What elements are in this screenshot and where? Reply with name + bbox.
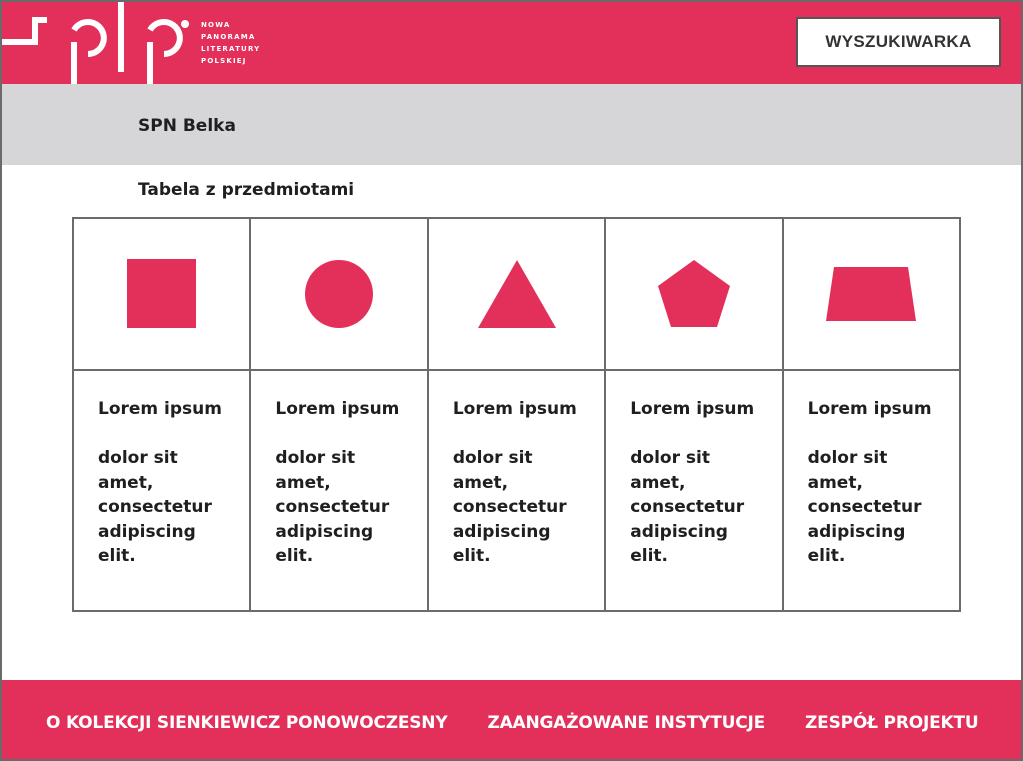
text-cell	[251, 371, 426, 610]
shape-cell[interactable]	[429, 219, 604, 371]
table-title: Tabela z przedmiotami	[138, 180, 355, 200]
site-header	[2, 2, 1021, 84]
shape-cell[interactable]	[251, 219, 426, 371]
logo-line: NOWA	[201, 21, 231, 29]
trapezoid-shape-icon	[825, 266, 917, 322]
table-column	[782, 219, 959, 610]
table-column	[604, 219, 781, 610]
shape-cell[interactable]	[606, 219, 781, 371]
subjects-table	[72, 217, 961, 612]
text-cell	[74, 371, 249, 610]
footer-link-instytucje[interactable]: ZAANGAŻOWANE INSTYTUCJE	[487, 713, 766, 733]
text-cell	[429, 371, 604, 610]
table-column	[74, 219, 249, 610]
site-logo-graphic[interactable]	[2, 2, 202, 84]
logo-line: PANORAMA	[201, 33, 256, 41]
footer-nav	[46, 713, 978, 733]
cell-title: Lorem ipsum	[275, 399, 400, 419]
logo-line: LITERATURY	[201, 45, 261, 53]
pentagon-shape-icon	[657, 259, 731, 329]
table-column	[427, 219, 604, 610]
logo-wordmark	[201, 19, 260, 67]
shape-cell[interactable]	[74, 219, 249, 371]
spn-belka-bar	[2, 84, 1021, 165]
triangle-shape-icon	[477, 259, 557, 329]
site-footer	[2, 680, 1021, 761]
circle-shape-icon	[304, 259, 374, 329]
cell-title: Lorem ipsum	[807, 399, 932, 419]
cell-description: dolor sit amet, consectetur adipiscing elit.	[98, 448, 212, 566]
cell-title: Lorem ipsum	[452, 399, 577, 419]
footer-link-zespol[interactable]: ZESPÓŁ PROJEKTU	[805, 713, 979, 733]
cell-title: Lorem ipsum	[98, 399, 222, 419]
cell-title: Lorem ipsum	[630, 399, 755, 419]
table-column	[249, 219, 426, 610]
belka-title: SPN Belka	[138, 116, 236, 136]
cell-description: dolor sit amet, consectetur adipiscing elit.	[275, 448, 390, 566]
text-cell	[606, 371, 781, 610]
search-button[interactable]: WYSZUKIWARKA	[796, 17, 1001, 67]
text-cell	[784, 371, 959, 610]
logo-line: POLSKIEJ	[201, 57, 247, 65]
footer-link-o-kolekcji[interactable]: O KOLEKCJI SIENKIEWICZ PONOWOCZESNY	[46, 713, 448, 733]
shape-cell[interactable]	[784, 219, 959, 371]
cell-description: dolor sit amet, consectetur adipiscing elit.	[452, 448, 567, 566]
cell-description: dolor sit amet, consectetur adipiscing elit.	[630, 448, 745, 566]
cell-description: dolor sit amet, consectetur adipiscing elit.	[807, 448, 922, 566]
square-shape-icon	[127, 259, 197, 329]
